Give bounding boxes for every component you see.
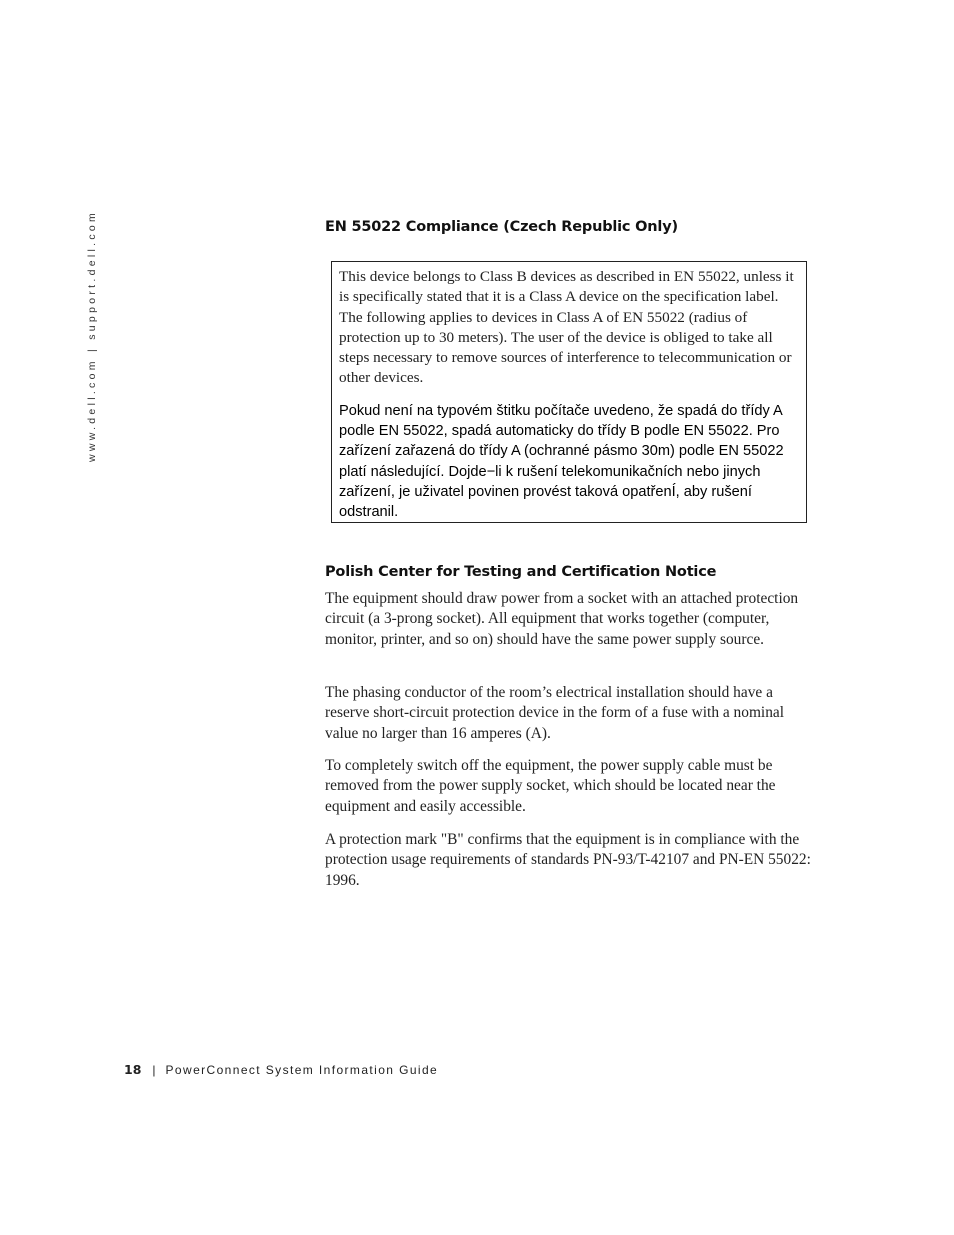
side-url-text: www.dell.com | support.dell.com	[86, 209, 98, 462]
polish-paragraph-4: A protection mark "B" confirms that the equipment is in compliance with the protection usage requirements of standards PN-93/T-42107 and PN-EN 55022: 1996.	[325, 831, 811, 889]
page-number: 18	[124, 1062, 142, 1077]
notice-english-text: This device belongs to Class B devices as described in EN 55022, unless it is specifically stated that it is a Class A device on the specification label. The following applies to devices in Class A of EN 55022 (radius of protection up to 30 meters). The user of the device is obliged to take all steps necessary to remove sources of interference to telecommunication or other devices.	[339, 268, 794, 387]
polish-paragraph-3: To completely switch off the equipment, the power supply cable must be removed from the power supply socket, which should be located near the equipment and easily accessible.	[325, 757, 776, 815]
polish-paragraph-2: The phasing conductor of the room’s electrical installation should have a reserve short-circuit protection device in the form of a fuse with a nominal value no larger than 16 amperes (A).	[325, 684, 784, 742]
guide-title: PowerConnect System Information Guide	[165, 1063, 439, 1077]
footer-separator: |	[152, 1063, 156, 1077]
czech-notice-box	[331, 261, 807, 523]
polish-section-heading: Polish Center for Testing and Certification Notice	[325, 564, 717, 580]
notice-czech-text: Pokud není na typovém štitku počítače uvedeno, že spadá do třídy A podle EN 55022, spadá automaticky do třídy B podle EN 55022. Pro zařízení zařazená do třídy A (ochranné pásmo 30m) podle EN 55022 platí následující. Dojde−li k rušení telekomunikačních nebo jinych zařízení, je uživatel povinen provést taková opatřenÍ, aby rušení odstranil.	[339, 402, 784, 521]
czech-section-heading: EN 55022 Compliance (Czech Republic Only)	[325, 219, 678, 235]
polish-paragraph-1: The equipment should draw power from a socket with an attached protection circuit (a 3-prong socket). All equipment that works together (computer, monitor, printer, and so on) should have the same power supply source.	[325, 590, 799, 648]
page-footer	[124, 1062, 438, 1077]
